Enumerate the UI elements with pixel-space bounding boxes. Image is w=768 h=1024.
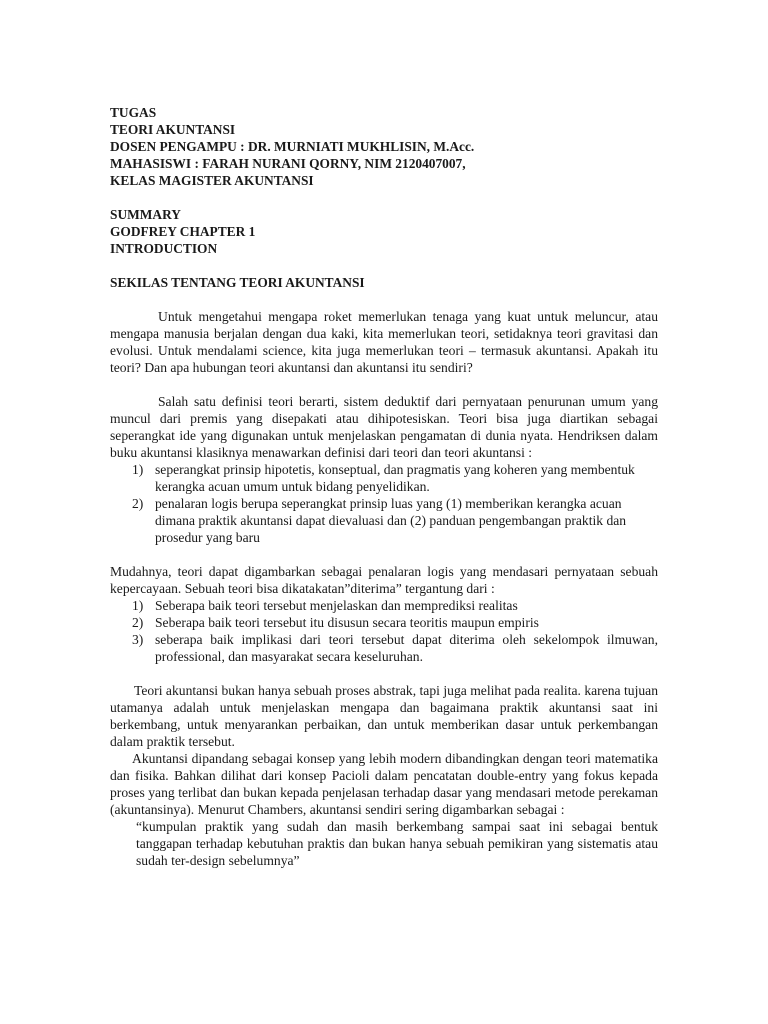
paragraph: Teori akuntansi bukan hanya sebuah proses abstrak, tapi juga melihat pada realita. karena tujuan utamanya adalah untuk menjelaskan mengapa dan bagaimana praktik akuntansi saat ini berkembang, untuk menyarankan perbaikan, dan untuk memberikan dasar untuk perkembangan dalam praktik tersebut. [110, 683, 658, 749]
document-body [110, 104, 658, 869]
list-text: penalaran logis berupa seperangkat prinsip luas yang (1) memberikan kerangka acuan dimana praktik akuntansi dapat dievaluasi dan (2) panduan pengembangan praktik dan prosedur yang baru [155, 496, 627, 545]
list-item [110, 631, 658, 665]
header-line: TUGAS [110, 105, 157, 120]
numbered-list [110, 461, 658, 546]
list-text: seberapa baik implikasi dari teori tersebut dapat diterima oleh sekelompok ilmuwan, professional, dan masyarakat secara keseluruhan. [155, 632, 658, 664]
list-number: 1) [132, 598, 144, 613]
list-item [110, 597, 658, 614]
header-line: KELAS MAGISTER AKUNTANSI [110, 173, 314, 188]
numbered-list [110, 597, 658, 665]
summary-line: INTRODUCTION [110, 241, 218, 256]
list-text: seperangkat prinsip hipotetis, konseptual, dan pragmatis yang koheren yang membentuk kerangka acuan umum untuk bidang penyelidikan. [155, 462, 635, 494]
list-number: 1) [132, 462, 144, 477]
list-item [110, 614, 658, 631]
header-line: MAHASISWI : FARAH NURANI QORNY, NIM 2120407007, [110, 156, 466, 171]
paragraph: Salah satu definisi teori berarti, sistem deduktif dari pernyataan penurunan umum yang muncul dari premis yang disepakati atau dihipotesiskan. Teori bisa juga diartikan sebagai seperangkat ide yang digunakan untuk menjelaskan pengamatan di dunia nyata. Hendriksen dalam buku akuntansi klasiknya menawarkan definisi dari teori dan teori akuntansi : [110, 394, 658, 460]
section-title: SEKILAS TENTANG TEORI AKUNTANSI [110, 275, 365, 290]
paragraph: Mudahnya, teori dapat digambarkan sebagai penalaran logis yang mendasari pernyataan sebuah kepercayaan. Sebuah teori bisa dikatakatan”diterima” tergantung dari : [110, 564, 658, 596]
header-line: DOSEN PENGAMPU : DR. MURNIATI MUKHLISIN, M.Acc. [110, 139, 475, 154]
list-number: 2) [132, 496, 144, 511]
list-number: 3) [132, 632, 144, 647]
list-text: Seberapa baik teori tersebut menjelaskan dan memprediksi realitas [155, 598, 518, 613]
block-quote: “kumpulan praktik yang sudah dan masih berkembang sampai saat ini sebagai bentuk tanggapan terhadap kebutuhan praktis dan bukan hanya sebuah pemikiran yang sistematis atau sudah ter-design sebelumnya” [136, 819, 658, 868]
paragraph: Untuk mengetahui mengapa roket memerlukan tenaga yang kuat untuk meluncur, atau mengapa manusia berjalan dengan dua kaki, kita memerlukan teori, setidaknya teori gravitasi dan evolusi. Untuk mendalami science, kita juga memerlukan teori – termasuk akuntansi. Apakah itu teori? Dan apa hubungan teori akuntansi dan akuntansi itu sendiri? [110, 309, 658, 375]
list-number: 2) [132, 615, 144, 630]
list-item [110, 495, 658, 546]
assignment-header [110, 104, 658, 189]
summary-line: GODFREY CHAPTER 1 [110, 224, 256, 239]
list-item [110, 461, 658, 495]
header-line: TEORI AKUNTANSI [110, 122, 236, 137]
paragraph: Akuntansi dipandang sebagai konsep yang lebih modern dibandingkan dengan teori matematika dan fisika. Bahkan dilihat dari konsep Pacioli dalam pencatatan double-entry yang fokus kepada proses yang terlibat dan bukan kepada penjelasan terhadap dasar yang mendasari metode perekaman (akuntansinya). Menurut Chambers, akuntansi sendiri sering digambarkan sebagai : [110, 751, 658, 817]
summary-line: SUMMARY [110, 207, 181, 222]
list-text: Seberapa baik teori tersebut itu disusun secara teoritis maupun empiris [155, 615, 539, 630]
summary-heading [110, 206, 658, 257]
